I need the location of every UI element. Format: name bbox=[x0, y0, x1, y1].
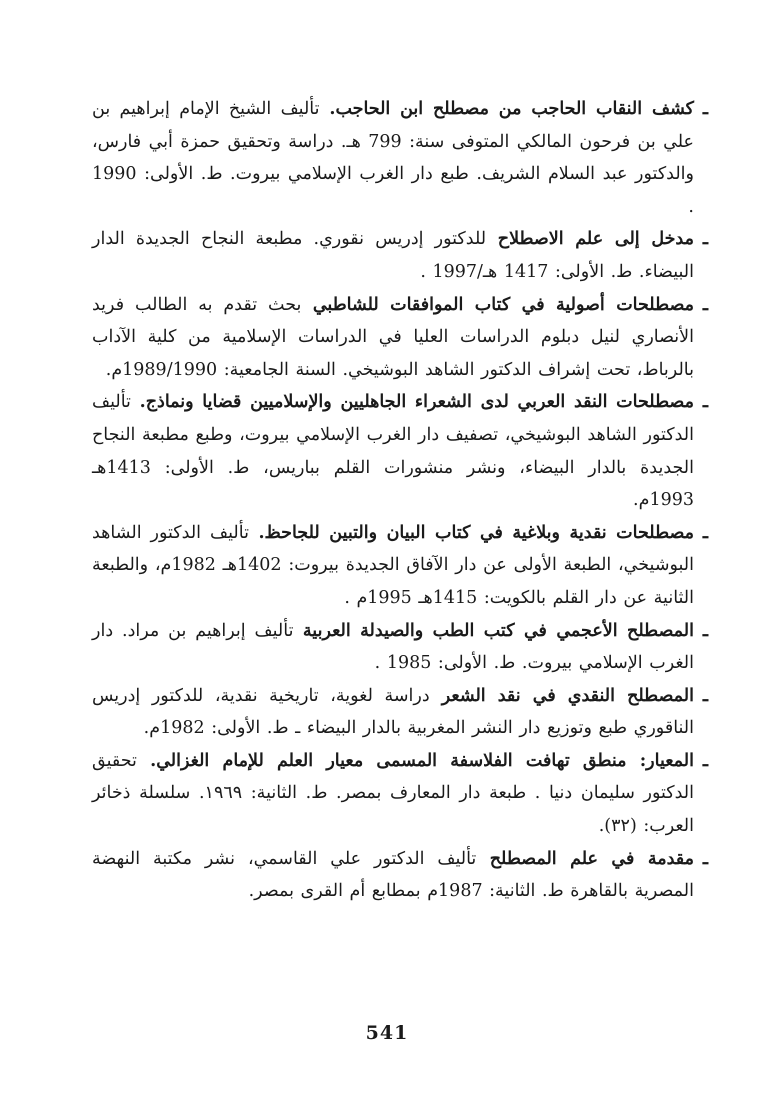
entry-dash: ـ bbox=[702, 848, 708, 869]
page-number: 541 bbox=[365, 1022, 409, 1044]
entry-dash: ـ bbox=[702, 620, 708, 641]
entry-title: مقدمة في علم المصطلح bbox=[476, 848, 694, 869]
bibliography-list bbox=[92, 93, 708, 908]
entry-dash: ـ bbox=[702, 392, 708, 413]
entry-title: المصطلح النقدي في نقد الشعر bbox=[429, 685, 694, 706]
entry-title: المصطلح الأعجمي في كتب الطب والصيدلة العربية bbox=[293, 620, 694, 641]
entry-dash: ـ bbox=[702, 294, 708, 315]
bibliography-entry bbox=[92, 680, 708, 745]
entry-dash: ـ bbox=[702, 750, 708, 771]
bibliography-entry bbox=[92, 615, 708, 680]
bibliography-entry bbox=[92, 745, 708, 843]
entry-details: تأليف الدكتور علي القاسمي، نشر مكتبة النهضة المصرية بالقاهرة ط. الثانية: 1987م بمطابع أم القرى بمصر. bbox=[92, 848, 694, 902]
bibliography-entry bbox=[92, 843, 708, 908]
bibliography-entry bbox=[92, 517, 708, 615]
entry-details: للدكتور إدريس نقوري. مطبعة النجاح الجديدة الدار البيضاء. ط. الأولى: 1417 هـ/1997 . bbox=[92, 229, 694, 282]
entry-title: المعيار: منطق تهافت الفلاسفة المسمى معيار العلم للإمام الغزالي. bbox=[136, 750, 694, 771]
bibliography-entry bbox=[92, 386, 708, 516]
entry-details: تأليف إبراهيم بن مراد. دار الغرب الإسلامي بيروت. ط. الأولى: 1985 . bbox=[92, 620, 694, 674]
entry-details: تأليف الشيخ الإمام إبراهيم بن علي بن فرحون المالكي المتوفى سنة: 799 هـ. دراسة وتحقيق حمزة أبي فارس، والدكتور عبد السلام الشريف. طبع دار الغرب الإسلامي بيروت. ط. الأولى: 1990 . bbox=[92, 99, 694, 217]
entry-title: كشف النقاب الحاجب من مصطلح ابن الحاجب. bbox=[319, 99, 695, 119]
entry-title: مصطلحات النقد العربي لدى الشعراء الجاهليين والإسلاميين قضايا ونماذج. bbox=[130, 392, 694, 413]
entry-title: مصطلحات أصولية في كتاب الموافقات للشاطبي bbox=[301, 294, 694, 315]
entry-details: دراسة لغوية، تاريخية نقدية، للدكتور إدريس الناقوري طبع وتوزيع دار النشر المغربية بالدار البيضاء ـ ط. الأولى: 1982م. bbox=[92, 685, 694, 739]
entry-details: تأليف الدكتور الشاهد البوشيخي، تصفيف دار الغرب الإسلامي بيروت، وطبع مطبعة النجاح الجديدة بالدار البيضاء، ونشر منشورات القلم بباريس، ط. الأولى: 1413هـ 1993م. bbox=[92, 392, 694, 511]
entry-details: تأليف الدكتور الشاهد البوشيخي، الطبعة الأولى عن دار الآفاق الجديدة بيروت: 1402هـ 1982م، والطبعة الثانية عن دار القلم بالكويت: 1415هـ 1995م . bbox=[92, 522, 695, 608]
entry-details: تحقيق الدكتور سليمان دنيا . طبعة دار المعارف بمصر. ط. الثانية: ١٩٦٩. سلسلة ذخائر العرب: (٣٢). bbox=[92, 750, 695, 837]
bibliography-entry bbox=[92, 289, 708, 387]
entry-dash: ـ bbox=[702, 229, 708, 250]
entry-dash: ـ bbox=[702, 685, 708, 706]
bibliography-entry bbox=[92, 93, 708, 223]
entry-title: مصطلحات نقدية وبلاغية في كتاب البيان والتبين للجاحظ. bbox=[248, 522, 694, 543]
entry-details: بحث تقدم به الطالب فريد الأنصاري لنيل دبلوم الدراسات العليا في الدراسات الإسلامية من كلية الآداب بالرباط، تحت إشراف الدكتور الشاهد البوشيخي. السنة الجامعية: 1989/1990م. bbox=[92, 294, 694, 380]
bibliography-entry bbox=[92, 223, 708, 288]
entry-dash: ـ bbox=[702, 99, 708, 119]
entry-title: مدخل إلى علم الاصطلاح bbox=[486, 229, 694, 250]
entry-dash: ـ bbox=[702, 522, 708, 543]
